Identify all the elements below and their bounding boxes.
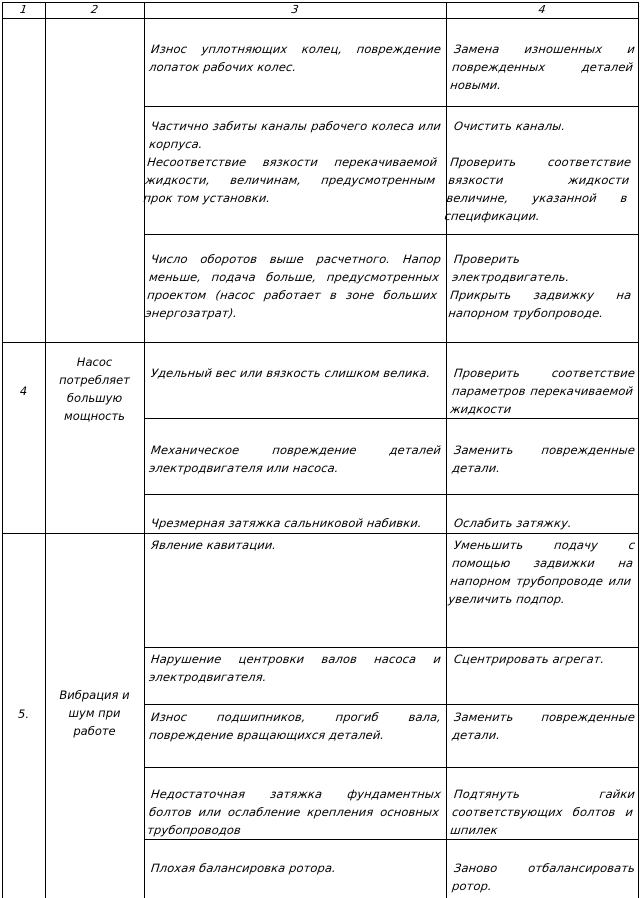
cause-cell: Плохая балансировка ротора. [150, 861, 337, 875]
remedy-cell: Заново отбалансировать ротор. [451, 861, 636, 893]
fault-description: Насос потребляет большую мощность [59, 355, 130, 423]
table-border-right [638, 2, 639, 898]
row-divider [144, 418, 639, 419]
fault-description: Вибрация и шум при работе [59, 688, 130, 738]
column-divider-3 [446, 2, 447, 898]
remedy-cell: Проверить соответствие параметров перекачиваемой жидкости [449, 366, 636, 416]
fault-number: 5. [18, 707, 29, 721]
row-divider [144, 704, 639, 705]
row-divider [144, 647, 639, 648]
column-divider-1 [45, 2, 46, 898]
remedy-cell: Ослабить затяжку. [453, 516, 573, 530]
remedy-cell: Сцентрировать агрегат. [453, 652, 606, 666]
group-divider-1 [2, 342, 639, 343]
cause-cell: Удельный вес или вязкость слишком велика. [150, 366, 432, 380]
cause-cell: Износ уплотняющих колец, повреждение лопаток рабочих колес. [148, 42, 442, 74]
cause-cell: Число оборотов выше расчетного. Напор меньше, подача больше, предусмотренных проектом (насос работает в зоне больших энергозатрат). [144, 252, 442, 320]
column-header-3: 3 [290, 3, 300, 16]
column-divider-2 [144, 2, 145, 898]
row-divider [144, 839, 639, 840]
header-divider [2, 18, 639, 19]
row-divider [144, 767, 639, 768]
remedy-cell: Подтянуть гайки соответствующих болтов и шпилек [449, 787, 636, 837]
cause-cell: Недостаточная затяжка фундаментных болтов или ослабление крепления основных трубопроводов [146, 787, 442, 837]
cause-cell: Нарушение центровки валов насоса и электродвигателя. [148, 652, 442, 684]
row-divider [144, 494, 639, 495]
remedy-cell: Заменить поврежденные детали. [451, 710, 636, 742]
column-header-1: 1 [19, 3, 28, 16]
remedy-cell: Очистить каналы. Проверить соответствие вязкости жидкости величине, указанной в спецификации. [443, 119, 633, 223]
remedy-cell: Проверить электродвигатель. Прикрыть задвижку на напорном трубопроводе. [447, 252, 633, 320]
cause-cell: Механическое повреждение деталей электродвигателя или насоса. [148, 443, 442, 475]
cause-cell: Частично забиты каналы рабочего колеса или корпуса. Несоответствие вязкости перекачиваемой жидкости, величинам, предусмотренным прок том установки. [142, 119, 442, 205]
column-header-4: 4 [537, 3, 547, 16]
cause-cell: Чрезмерная затяжка сальниковой набивки. [150, 516, 423, 530]
remedy-cell: Заменить поврежденные детали. [451, 443, 636, 475]
remedy-cell: Уменьшить подачу с помощью задвижки на напорном трубопроводе или увеличить подпор. [447, 538, 636, 606]
row-divider [144, 234, 639, 235]
remedy-cell: Замена изношенных и поврежденных деталей новыми. [449, 42, 636, 92]
fault-number: 4 [19, 384, 28, 398]
cause-cell: Износ подшипников, прогиб вала, повреждение вращающихся деталей. [148, 710, 442, 742]
cause-cell: Явление кавитации. [150, 538, 277, 552]
row-divider [144, 106, 639, 107]
group-divider-2 [2, 533, 639, 534]
column-header-2: 2 [90, 3, 99, 16]
table-border-left [2, 2, 3, 898]
